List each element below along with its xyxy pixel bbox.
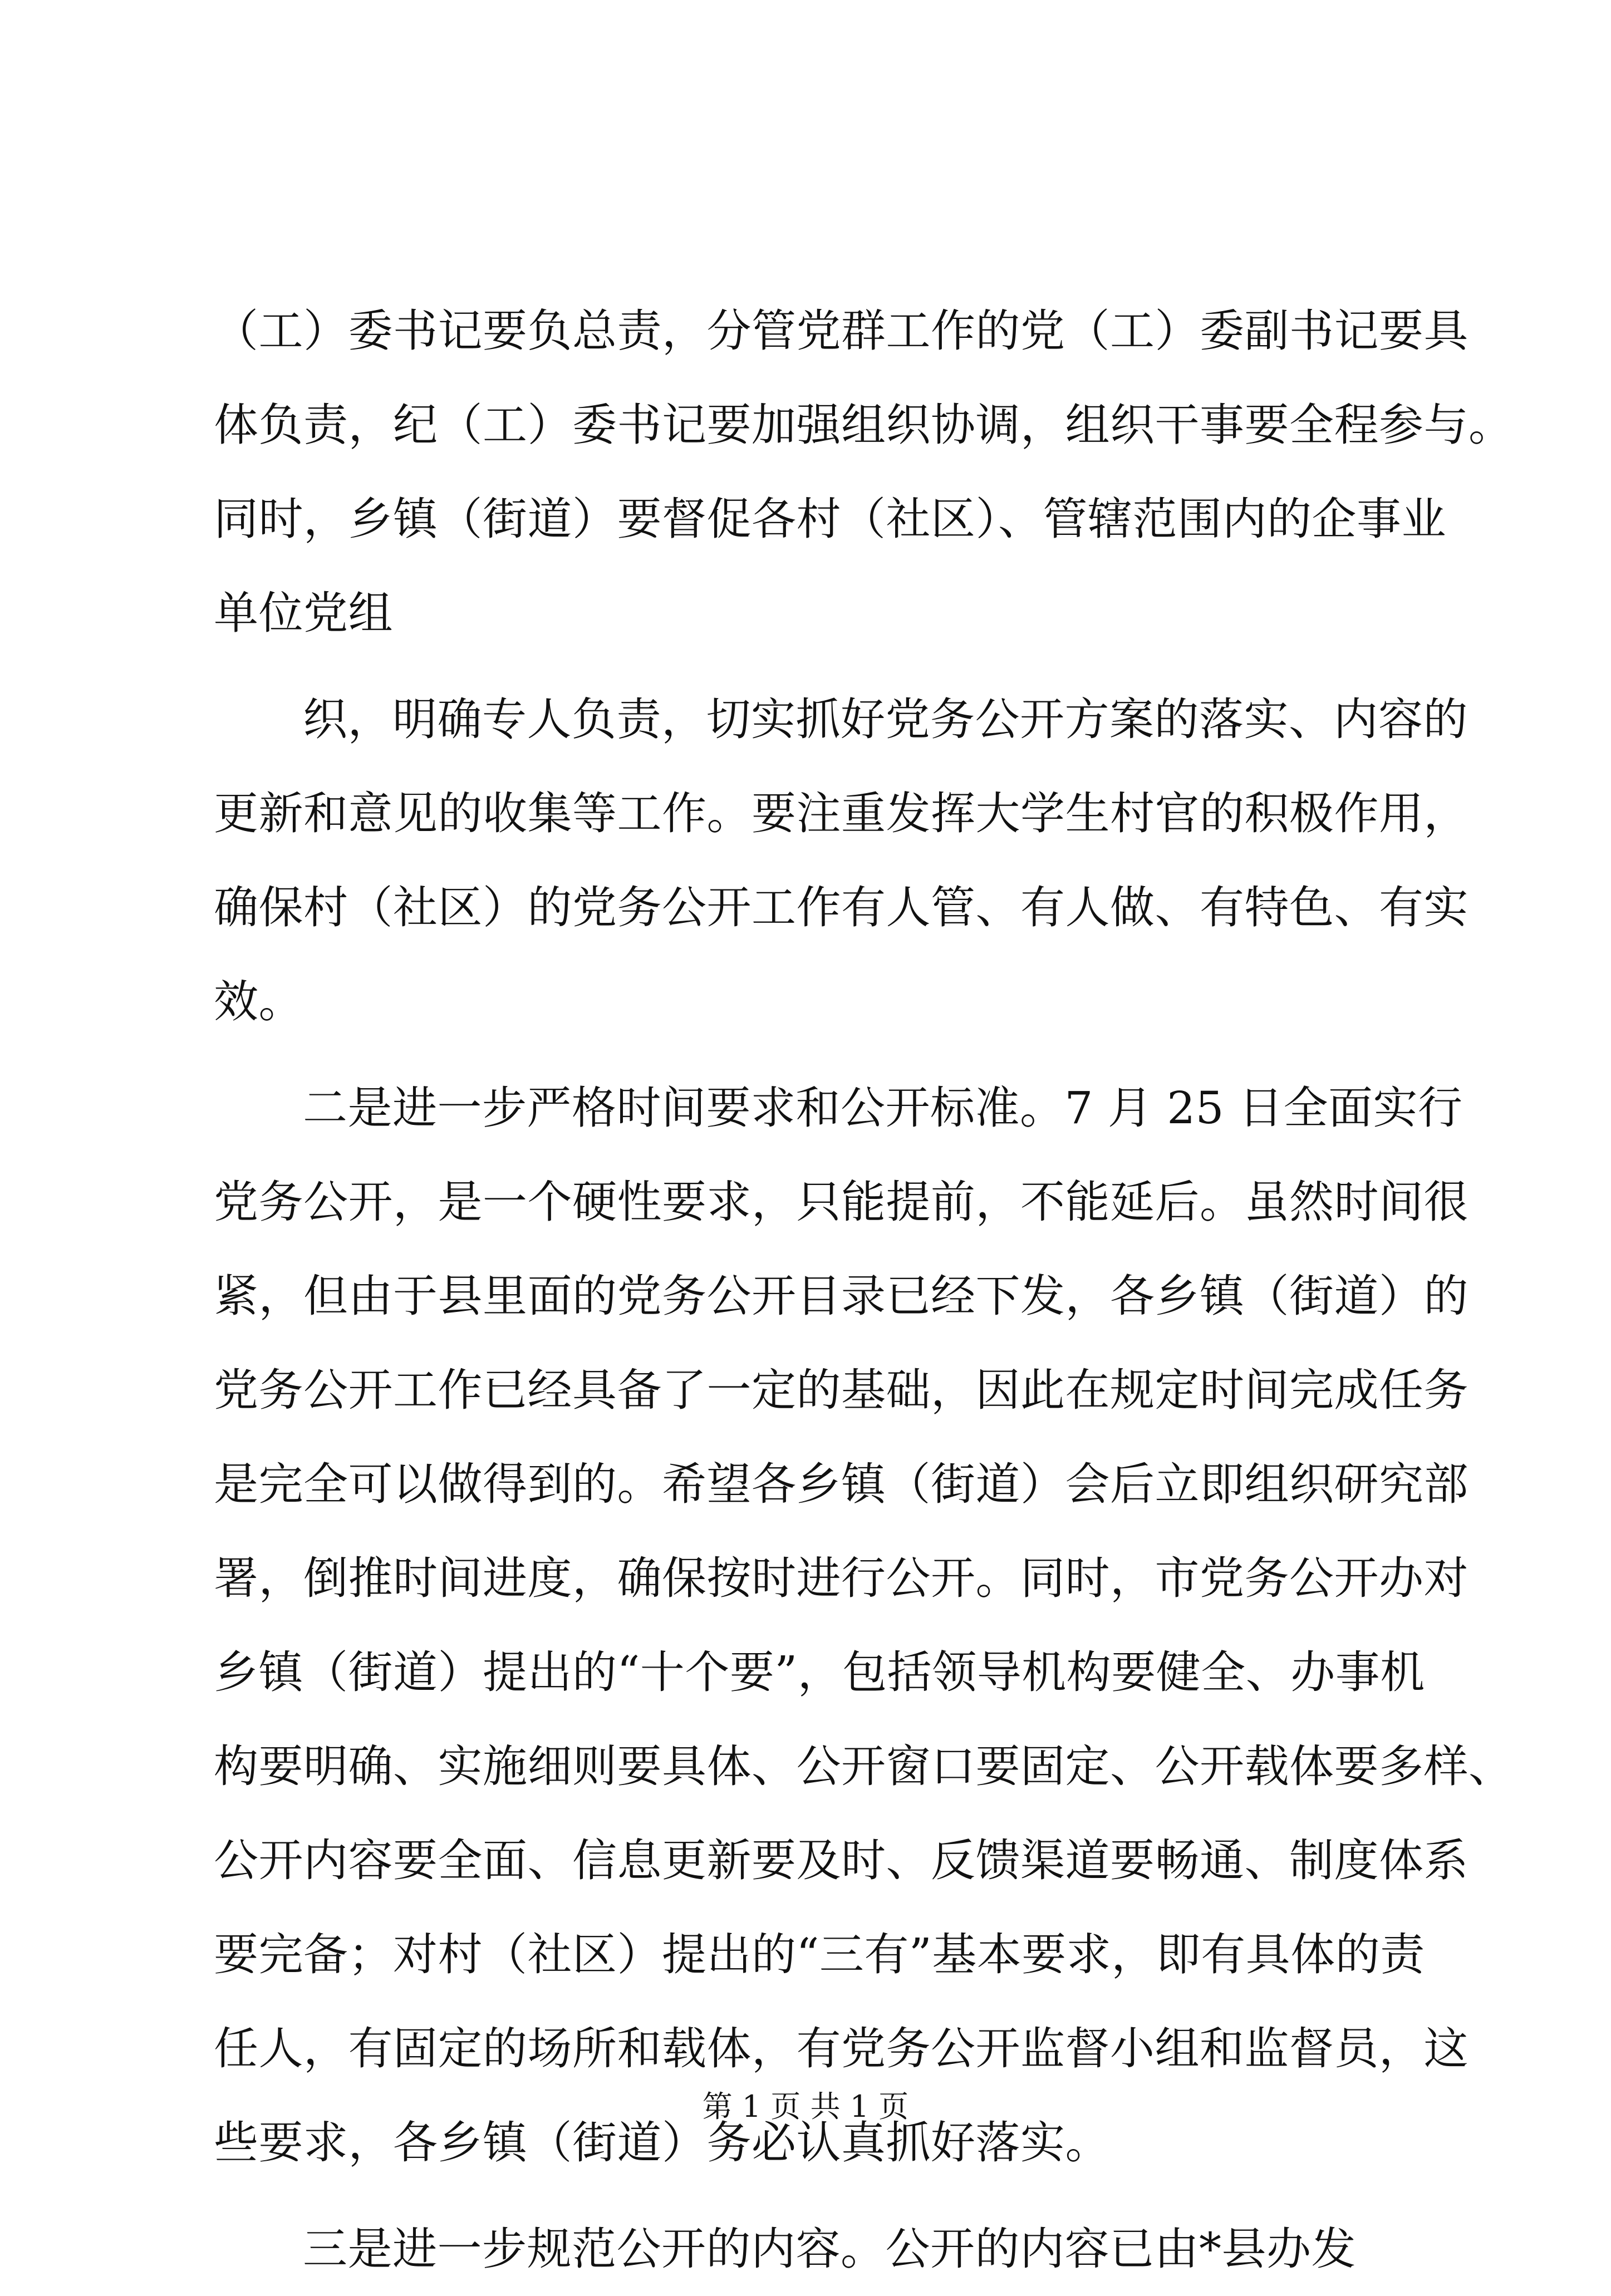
- text-line: 同时，乡镇（街道）要督促各村（社区）、管辖范围内的企事业: [214, 493, 1446, 545]
- page-footer: [0, 2084, 1611, 2129]
- text-line: 二是进一步严格时间要求和公开标准。7 月 25 日全面实行: [303, 1082, 1463, 1134]
- text-line: 是完全可以做得到的。希望各乡镇（街道）会后立即组织研究部: [214, 1458, 1468, 1510]
- text-line: 三是进一步规范公开的内容。公开的内容已由*县办发: [303, 2223, 1356, 2275]
- paragraph: [214, 672, 1468, 1049]
- text-line: 党务公开工作已经具备了一定的基础，因此在规定时间完成任务: [214, 1364, 1468, 1416]
- text-line: 紧，但由于县里面的党务公开目录已经下发，各乡镇（街道）的: [214, 1270, 1468, 1322]
- text-line: 确保村（社区）的党务公开工作有人管、有人做、有特色、有实: [214, 882, 1468, 933]
- text-line: 构要明确、实施细则要具体、公开窗口要固定、公开载体要多样、: [214, 1741, 1514, 1792]
- text-line: 乡镇（街道）提出的“十个要”，包括领导机构要健全、办事机: [214, 1646, 1425, 1698]
- paragraph: [214, 1061, 1514, 2190]
- paragraph: [214, 284, 1514, 660]
- text-line: 更新和意见的收集等工作。要注重发挥大学生村官的积极作用，: [214, 788, 1468, 839]
- text-line: 公开内容要全面、信息更新要及时、反馈渠道要畅通、制度体系: [214, 1835, 1468, 1886]
- text-line: 要完备；对村（社区）提出的“三有”基本要求，即有具体的责: [214, 1929, 1425, 1980]
- page-number: 第 1 页 共 1 页: [702, 2089, 909, 2124]
- text-line: 单位党组: [214, 587, 393, 639]
- paragraph: [214, 2202, 1411, 2296]
- body-text: [214, 284, 1514, 2296]
- text-line: 效。: [214, 976, 303, 1027]
- text-line: 织，明确专人负责，切实抓好党务公开方案的落实、内容的: [303, 694, 1468, 745]
- text-line: 党务公开，是一个硬性要求，只能提前，不能延后。虽然时间很: [214, 1176, 1468, 1228]
- text-line: 任人，有固定的场所和载体，有党务公开监督小组和监督员，这: [214, 2023, 1468, 2074]
- text-line: （工）委书记要负总责，分管党群工作的党（工）委副书记要具: [214, 305, 1468, 357]
- text-line: 署，倒推时间进度，确保按时进行公开。同时，市党务公开办对: [214, 1552, 1468, 1604]
- text-line: 些要求，各乡镇（街道）务必认真抓好落实。: [214, 2117, 1110, 2169]
- text-line: 体负责，纪（工）委书记要加强组织协调，组织干事要全程参与。: [214, 399, 1514, 451]
